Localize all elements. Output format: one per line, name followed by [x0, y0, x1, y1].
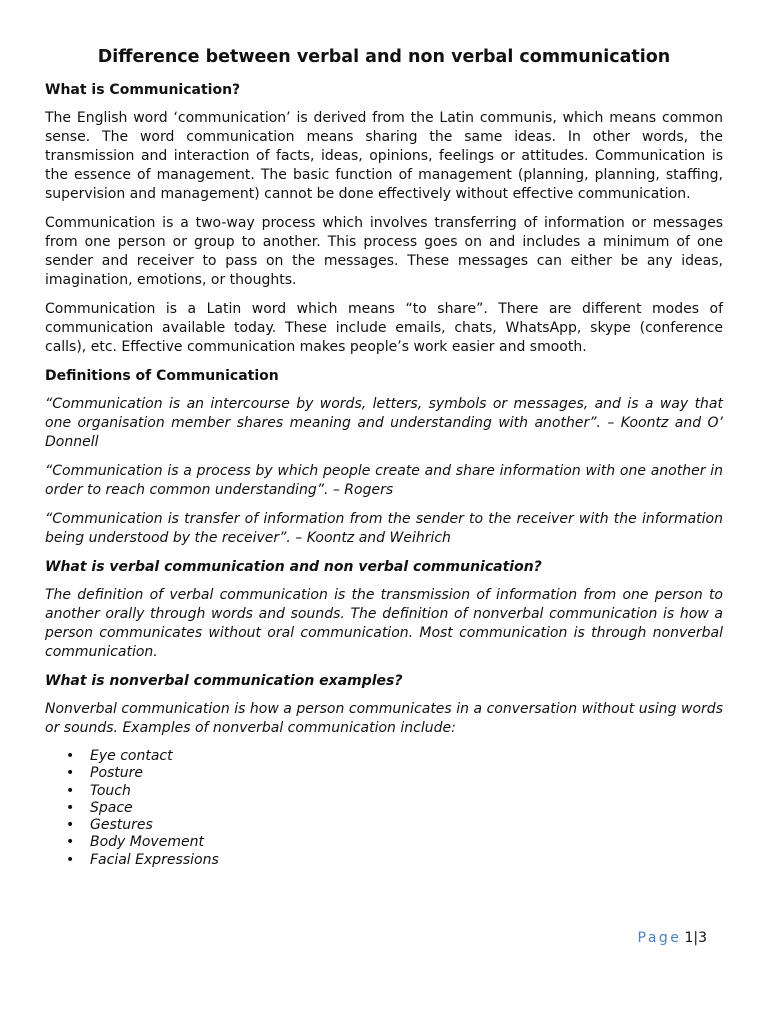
- section-heading-verbal-nonverbal: What is verbal communication and non verbal communication?: [45, 559, 542, 575]
- document-title: Difference between verbal and non verbal communication: [97, 47, 671, 67]
- paragraph-two-way-process: Communication is a two-way process which involves transferring of information or messages from one person or group to another. This process goes on and includes a minimum of one sender and receiver to pass on the messages. These messages can either be any ideas, imagination, emotions, or thoughts.: [45, 215, 723, 288]
- page-separator: |: [693, 930, 699, 946]
- list-item: • Body Movement: [90, 834, 723, 851]
- section-heading-what-is-communication: What is Communication?: [45, 82, 241, 98]
- page-current: 1: [684, 930, 694, 946]
- paragraph-nonverbal-intro: Nonverbal communication is how a person communicates in a conversation without using words or sounds. Examples of nonverbal communication include:: [45, 701, 723, 736]
- page-footer: [638, 929, 707, 947]
- list-item: • Touch: [90, 783, 723, 800]
- paragraph-to-share: Communication is a Latin word which means “to share”. There are different modes of communication available today. These include emails, chats, WhatsApp, skype (conference calls), etc. Effective communication makes people’s work easier and smooth.: [45, 301, 723, 355]
- nonverbal-examples-list: [45, 748, 723, 869]
- definition-koontz-odonnell: “Communication is an intercourse by words, letters, symbols or messages, and is a way that one organisation member shares meaning and understanding with another”. – Koontz and O’ Donnell: [45, 396, 723, 450]
- list-item: • Posture: [90, 765, 723, 782]
- definition-rogers: “Communication is a process by which people create and share information with one another in order to reach common understanding”. – Rogers: [45, 463, 723, 498]
- paragraph-communication-origin: The English word ‘communication’ is derived from the Latin communis, which means common sense. The word communication means sharing the same ideas. In other words, the transmission and interaction of facts, ideas, opinions, feelings or attitudes. Communication is the essence of management. The basic function of management (planning, planning, staffing, supervision and management) cannot be done effectively without effective communication.: [45, 110, 723, 202]
- section-heading-definitions: Definitions of Communication: [45, 368, 279, 384]
- list-item: • Gestures: [90, 817, 723, 834]
- paragraph-verbal-definition: The definition of verbal communication is the transmission of information from one person to another orally through words and sounds. The definition of nonverbal communication is how a person communicates without oral communication. Most communication is through nonverbal communication.: [45, 587, 723, 660]
- page-label: Page: [637, 930, 682, 946]
- definition-koontz-weihrich: “Communication is transfer of information from the sender to the receiver with the information being understood by the receiver”. – Koontz and Weihrich: [45, 511, 723, 546]
- document-page: [45, 44, 723, 869]
- list-item: • Facial Expressions: [90, 852, 723, 869]
- list-item: • Eye contact: [90, 748, 723, 765]
- section-heading-nonverbal-examples: What is nonverbal communication examples?: [45, 673, 403, 689]
- list-item: • Space: [90, 800, 723, 817]
- page-total: 3: [698, 930, 707, 946]
